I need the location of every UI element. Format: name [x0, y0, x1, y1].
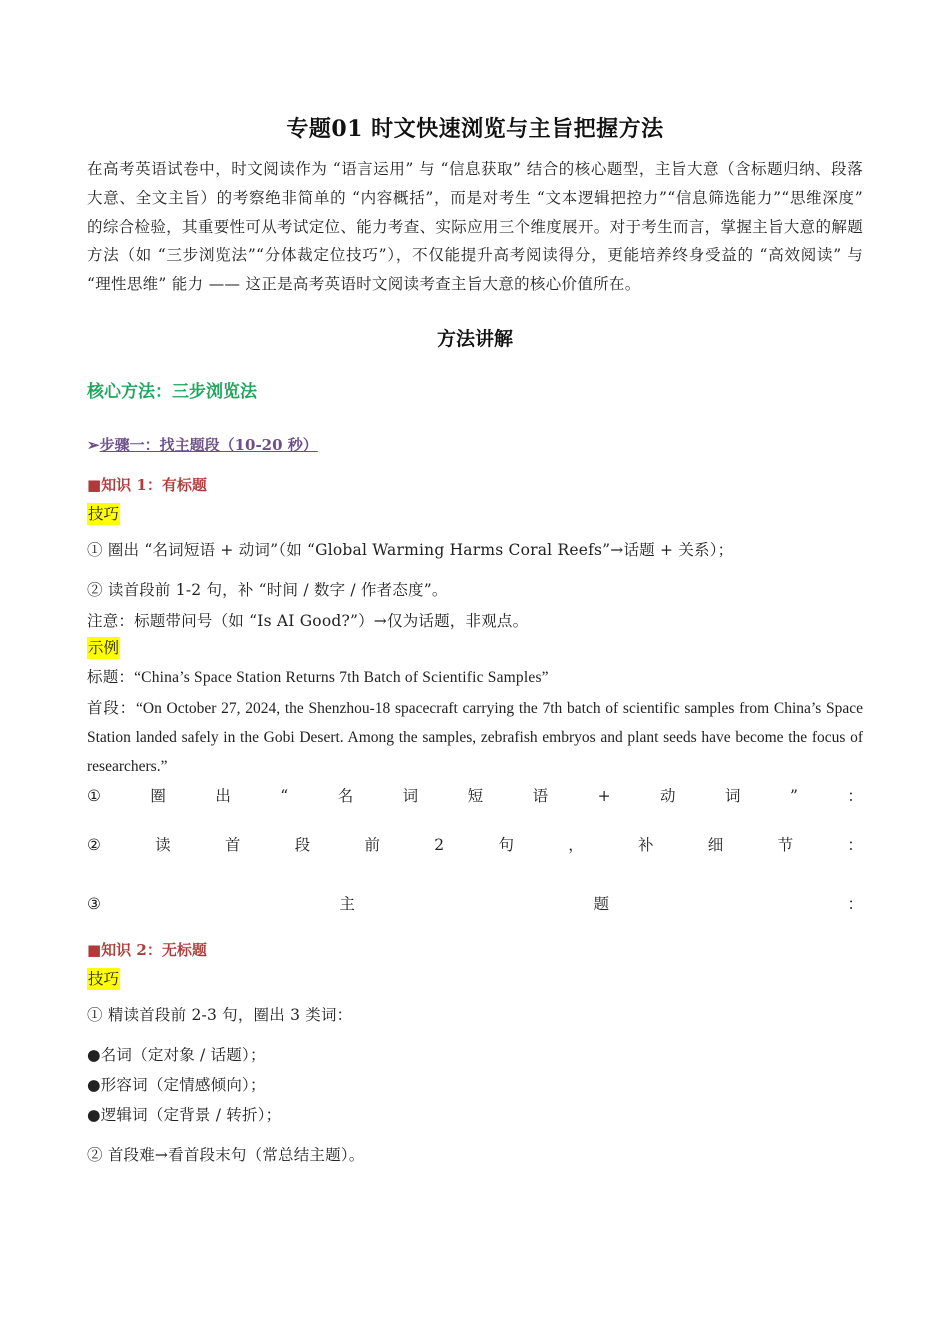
- k1-tip-2: ② 读首段前 1-2 句，补 “时间 / 数字 / 作者态度”。: [87, 580, 448, 599]
- fill-2-char: ：: [847, 835, 863, 854]
- arrow-bullet-icon: ➢: [87, 435, 100, 454]
- k1-tip-1: ① 圈出 “名词短语 + 动词”（如 “Global Warming Harms Coral Reefs”→话题 + 关系）；: [87, 540, 734, 559]
- fill-line-2: [87, 830, 863, 860]
- fill-3-char: ：: [847, 894, 863, 913]
- intro-paragraph: 在高考英语试卷中，时文阅读作为 “语言运用” 与 “信息获取” 结合的核心题型，主旨大意（含标题归纳、段落大意、全文主旨）的考察绝非简单的 “内容概括”，而是对考生 “文本逻辑把控力”“信息筛选能力”“思维深度” 的综合检验，其重要性可从考试定位、能力考查、实际应用三个维度展开。对于考生而言，掌握主旨大意的解题方法（如 “三步浏览法”“分体裁定位技巧”），不仅能提升高考阅读得分，更能培养终身受益的 “高效阅读” 与 “理性思维” 能力 —— 这正是高考英语时文阅读考查主旨大意的核心价值所在。: [87, 160, 863, 294]
- fill-2-char: ，: [568, 835, 584, 854]
- section-title: 方法讲解: [436, 327, 513, 350]
- fill-1-char: 圈: [150, 786, 166, 805]
- example-tag: 示例: [88, 638, 120, 657]
- fill-1-char: ：: [847, 786, 863, 805]
- fill-1-char: 词: [402, 786, 419, 805]
- fill-1-char: 出: [215, 786, 231, 805]
- fill-1-char: ①: [87, 786, 101, 805]
- k1-note: 注意：标题带问号（如 “Is AI Good?”）→仅为话题，非观点。: [87, 611, 529, 630]
- fill-1-char: 语: [532, 786, 549, 805]
- fill-1-char: 词: [724, 786, 741, 805]
- fill-1-char: ”: [789, 786, 798, 805]
- step-one-label: 步骤一：找主题段（10-20 秒）: [99, 435, 318, 454]
- fill-2-char: 前: [364, 835, 381, 854]
- fill-3-char: 题: [593, 894, 609, 913]
- fill-2-char: 句: [498, 835, 514, 854]
- tip-tag-2: 技巧: [88, 969, 120, 988]
- fill-2-char: 补: [638, 835, 654, 854]
- knowledge-2-heading: ■知识 2：无标题: [87, 940, 207, 959]
- example-title: 标题：“China’s Space Station Returns 7th Batch of Scientific Samples”: [87, 668, 549, 686]
- fill-line-1: [87, 781, 863, 811]
- fill-1-char: 名: [337, 786, 354, 805]
- k2-bullet-3: ●逻辑词（定背景 / 转折）；: [87, 1105, 282, 1124]
- fill-1-char: 短: [467, 786, 484, 805]
- document-title: 专题01 时文快速浏览与主旨把握方法: [286, 116, 664, 142]
- fill-2-char: 节: [777, 835, 794, 854]
- fill-3-char: ③: [87, 894, 101, 913]
- fill-3-char: 主: [339, 894, 355, 913]
- k2-tip-1: ① 精读首段前 2-3 句，圈出 3 类词：: [87, 1005, 353, 1024]
- k2-bullet-1: ●名词（定对象 / 话题）；: [87, 1045, 266, 1064]
- fill-1-char: 动: [660, 786, 676, 805]
- fill-1-char: +: [597, 786, 611, 805]
- fill-2-char: 读: [155, 835, 171, 854]
- fill-2-char: 段: [294, 835, 311, 854]
- fill-2-char: 首: [224, 835, 241, 854]
- core-method-heading: 核心方法：三步浏览法: [87, 381, 257, 402]
- fill-2-char: 细: [707, 835, 724, 854]
- fill-1-char: “: [280, 786, 289, 805]
- k2-tip-2: ② 首段难→看首段末句（常总结主题）。: [87, 1145, 365, 1164]
- fill-2-char: 2: [434, 835, 445, 854]
- k2-bullet-2: ●形容词（定情感倾向）；: [87, 1075, 266, 1094]
- step-one-heading: [87, 433, 863, 457]
- example-first-paragraph: 首段：“On October 27, 2024, the Shenzhou-18 spacecraft carrying the 7th batch of scientific samples from China’s Space Station landed safely in the Gobi Desert. Among the samples, zebrafish embryos and plant seeds have become the focus of researchers.”: [87, 699, 863, 775]
- knowledge-1-heading: ■知识 1：有标题: [87, 475, 207, 494]
- fill-line-3: [87, 889, 863, 919]
- document-content: [87, 112, 863, 1170]
- fill-2-char: ②: [87, 835, 101, 854]
- tip-tag-1: 技巧: [88, 504, 120, 523]
